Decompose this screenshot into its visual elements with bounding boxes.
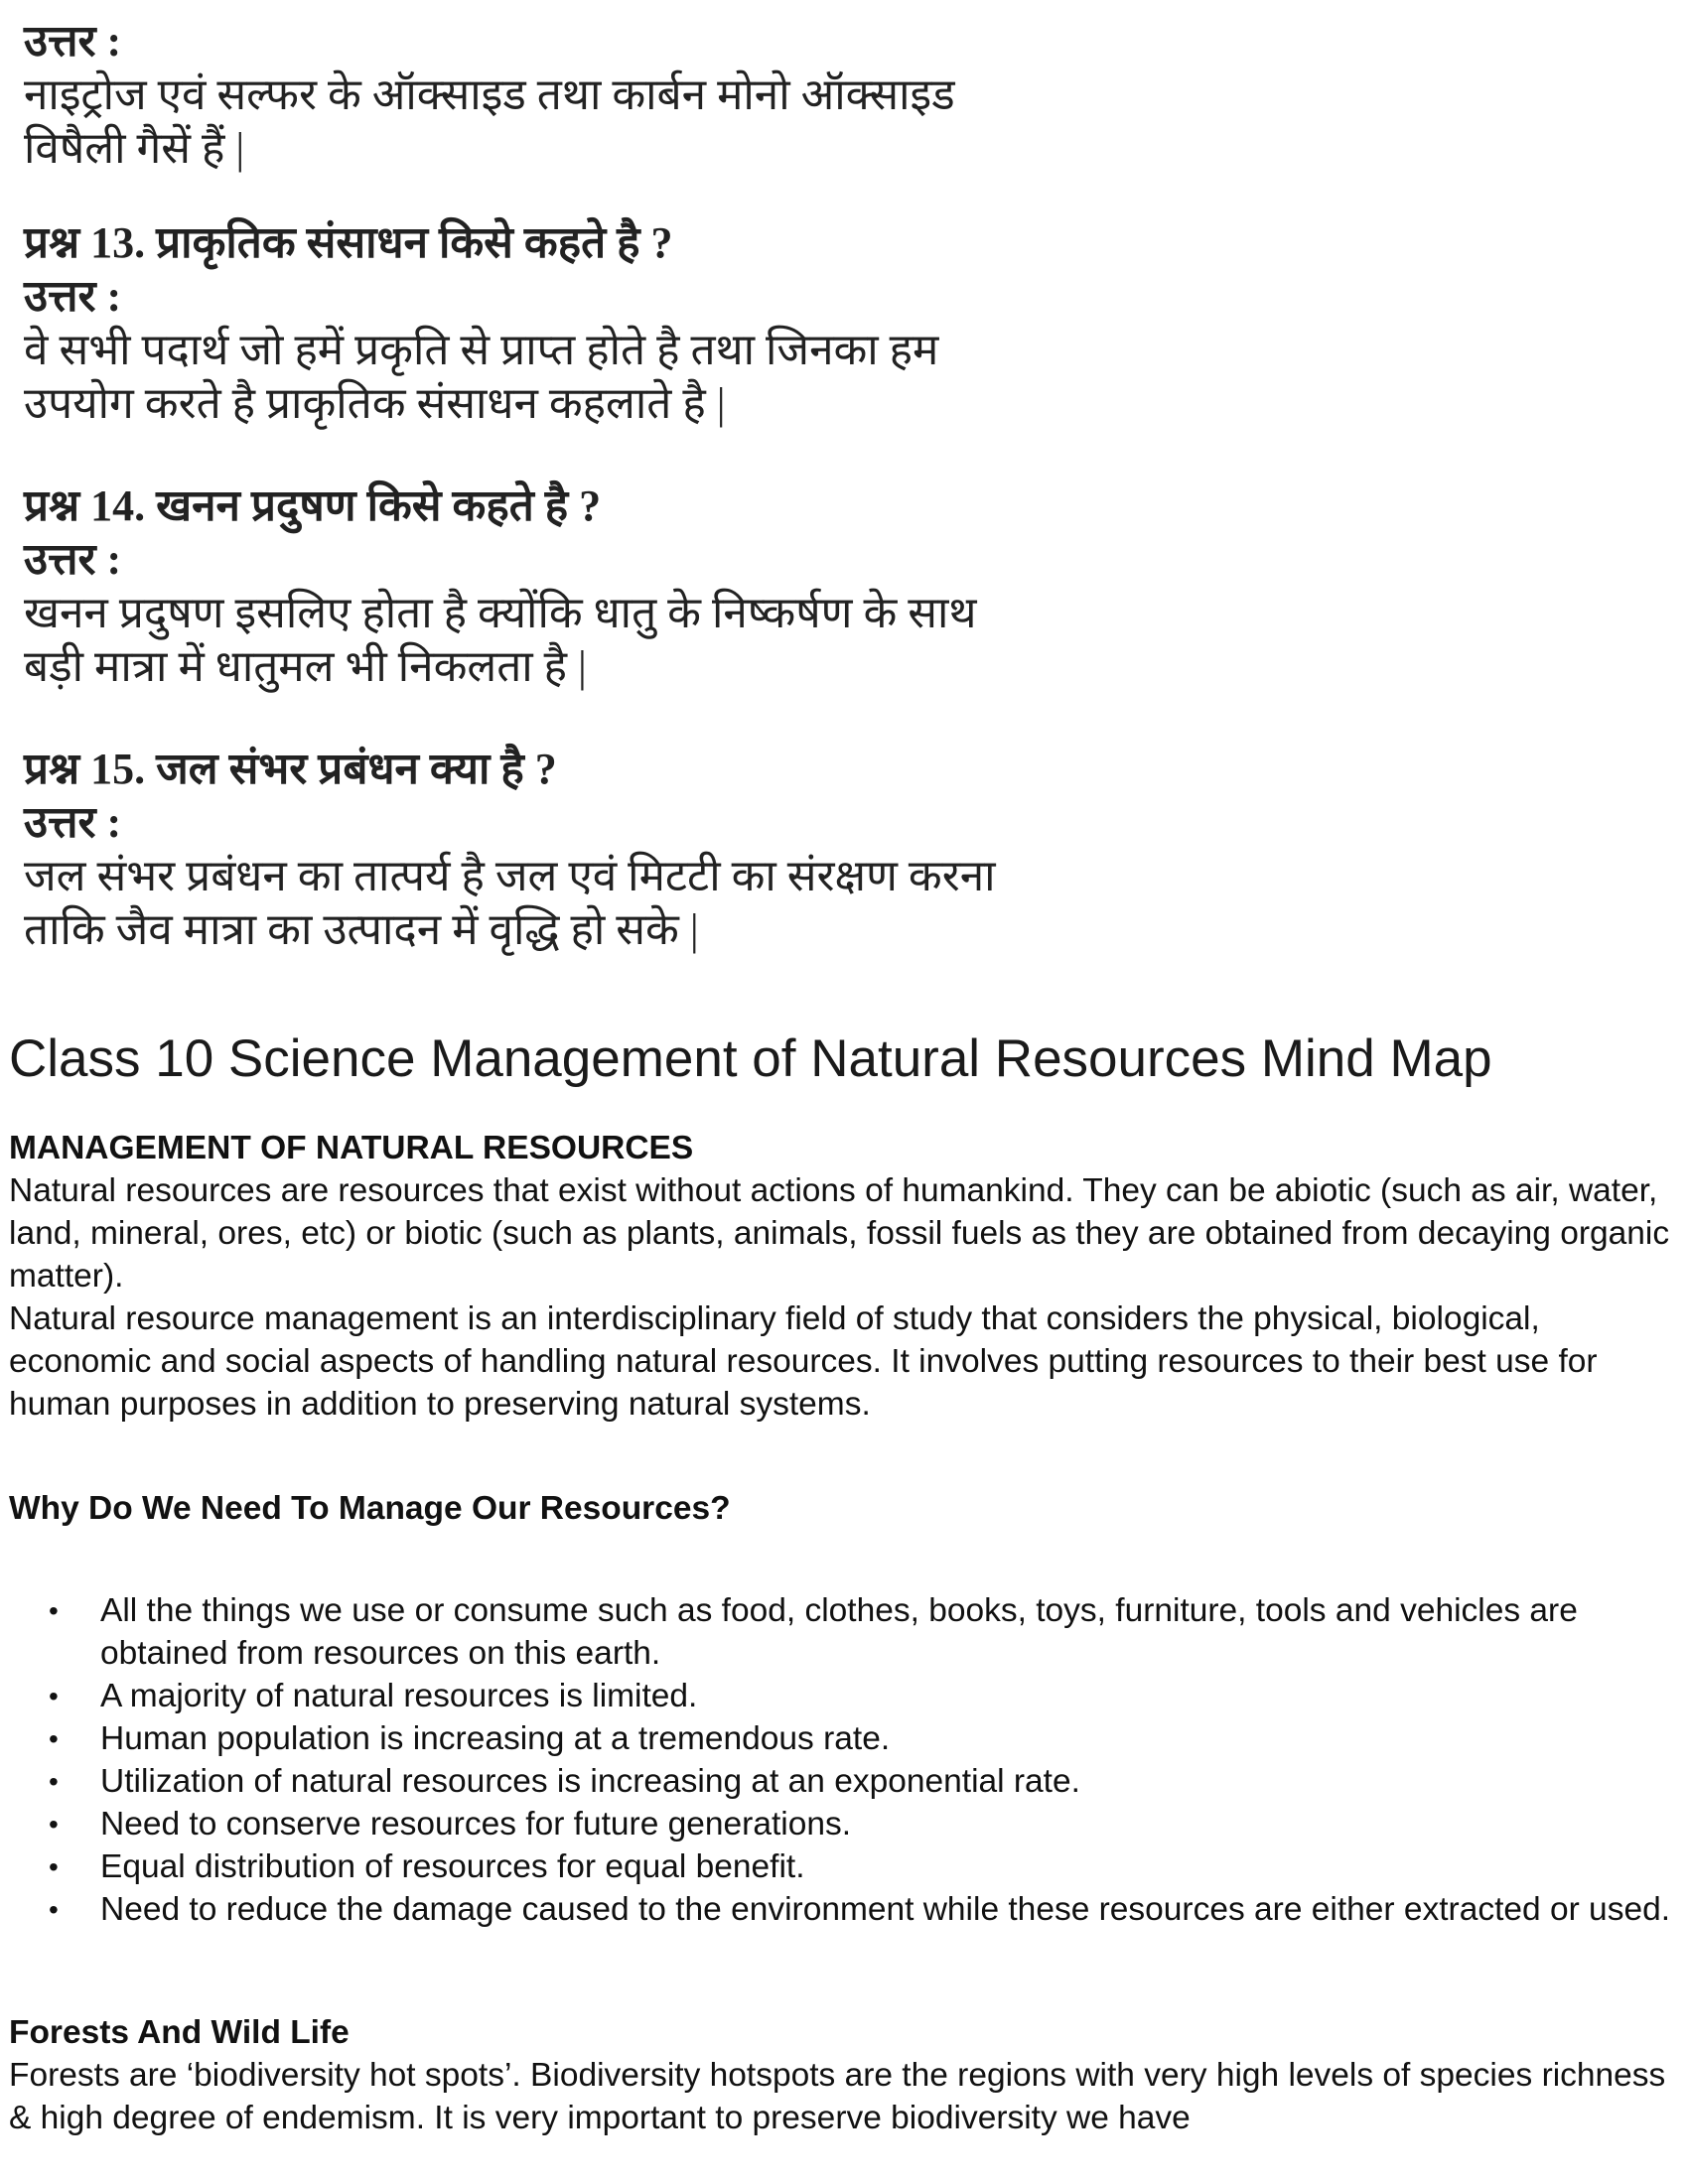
- list-item: • Utilization of natural resources is increasing at an exponential rate.: [9, 1760, 1678, 1803]
- list-item: • A majority of natural resources is limited.: [9, 1675, 1678, 1717]
- answer-label: उत्तर :: [24, 272, 122, 321]
- section-heading: Forests And Wild Life: [9, 2014, 350, 2051]
- list-item: • Need to reduce the damage caused to the environment while these resources are either extracted or used.: [9, 1888, 1678, 1931]
- paragraph: Natural resources are resources that exist without actions of humankind. They can be abiotic (such as air, water, land, mineral, ores, etc) or biotic (such as plants, animals, fossil fuels as they are obtained from decaying organic matter).: [9, 1172, 1670, 1295]
- answer-line: खनन प्रदुषण इसलिए होता है क्योंकि धातु के निष्कर्षण के साथ: [24, 589, 977, 637]
- answer-label: उत्तर :: [24, 798, 122, 847]
- qa-block-14: [24, 479, 977, 694]
- answer-label: उत्तर :: [24, 17, 122, 66]
- qa-block-15: [24, 743, 996, 957]
- section-heading: MANAGEMENT OF NATURAL RESOURCES: [9, 1130, 694, 1166]
- answer-line: जल संभर प्रबंधन का तात्पर्य है जल एवं मिटटी का संरक्षण करना: [24, 852, 996, 900]
- forests-section: [9, 2011, 1678, 2139]
- page-title: Class 10 Science Management of Natural Resources Mind Map: [9, 1029, 1492, 1088]
- list-item: • Human population is increasing at a tremendous rate.: [9, 1717, 1678, 1760]
- list-item: • Need to conserve resources for future generations.: [9, 1803, 1678, 1845]
- answer-line: उपयोग करते है प्राकृतिक संसाधन कहलाते है |: [24, 379, 726, 428]
- answer-line: नाइट्रोज एवं सल्फर के ऑक्साइड तथा कार्बन मोनो ऑक्साइड: [24, 70, 955, 119]
- qa-block-12-answer: [24, 15, 955, 176]
- answer-line: वे सभी पदार्थ जो हमें प्रकृति से प्राप्त होते है तथा जिनका हम: [24, 326, 939, 374]
- answer-line: बड़ी मात्रा में धातुमल भी निकलता है |: [24, 642, 587, 691]
- bullet-list: [9, 1589, 1678, 1931]
- question: प्रश्न 15. जल संभर प्रबंधन क्या है ?: [24, 745, 557, 793]
- list-item: • All the things we use or consume such as food, clothes, books, toys, furniture, tools and vehicles are obtained from resources on this earth.: [9, 1589, 1678, 1675]
- paragraph: Forests are ‘biodiversity hot spots’. Biodiversity hotspots are the regions with very high levels of species richness & high degree of endemism. It is very important to preserve biodiversity we have: [9, 2057, 1666, 2136]
- answer-line: ताकि जैव मात्रा का उत्पादन में वृद्धि हो सके |: [24, 905, 699, 954]
- qa-block-13: [24, 216, 938, 431]
- management-section: [9, 1127, 1678, 1426]
- question: प्रश्न 14. खनन प्रदुषण किसे कहते है ?: [24, 481, 602, 530]
- paragraph: Natural resource management is an interdisciplinary field of study that considers the physical, biological, economic and social aspects of handling natural resources. It involves putting resources to their best use for human purposes in addition to preserving natural systems.: [9, 1300, 1598, 1423]
- why-section: [9, 1487, 1678, 1931]
- section-heading: Why Do We Need To Manage Our Resources?: [9, 1490, 731, 1527]
- list-item: • Equal distribution of resources for equal benefit.: [9, 1845, 1678, 1888]
- question: प्रश्न 13. प्राकृतिक संसाधन किसे कहते है ?: [24, 218, 673, 267]
- answer-label: उत्तर :: [24, 535, 122, 584]
- answer-line: विषैली गैसें हैं |: [24, 124, 245, 173]
